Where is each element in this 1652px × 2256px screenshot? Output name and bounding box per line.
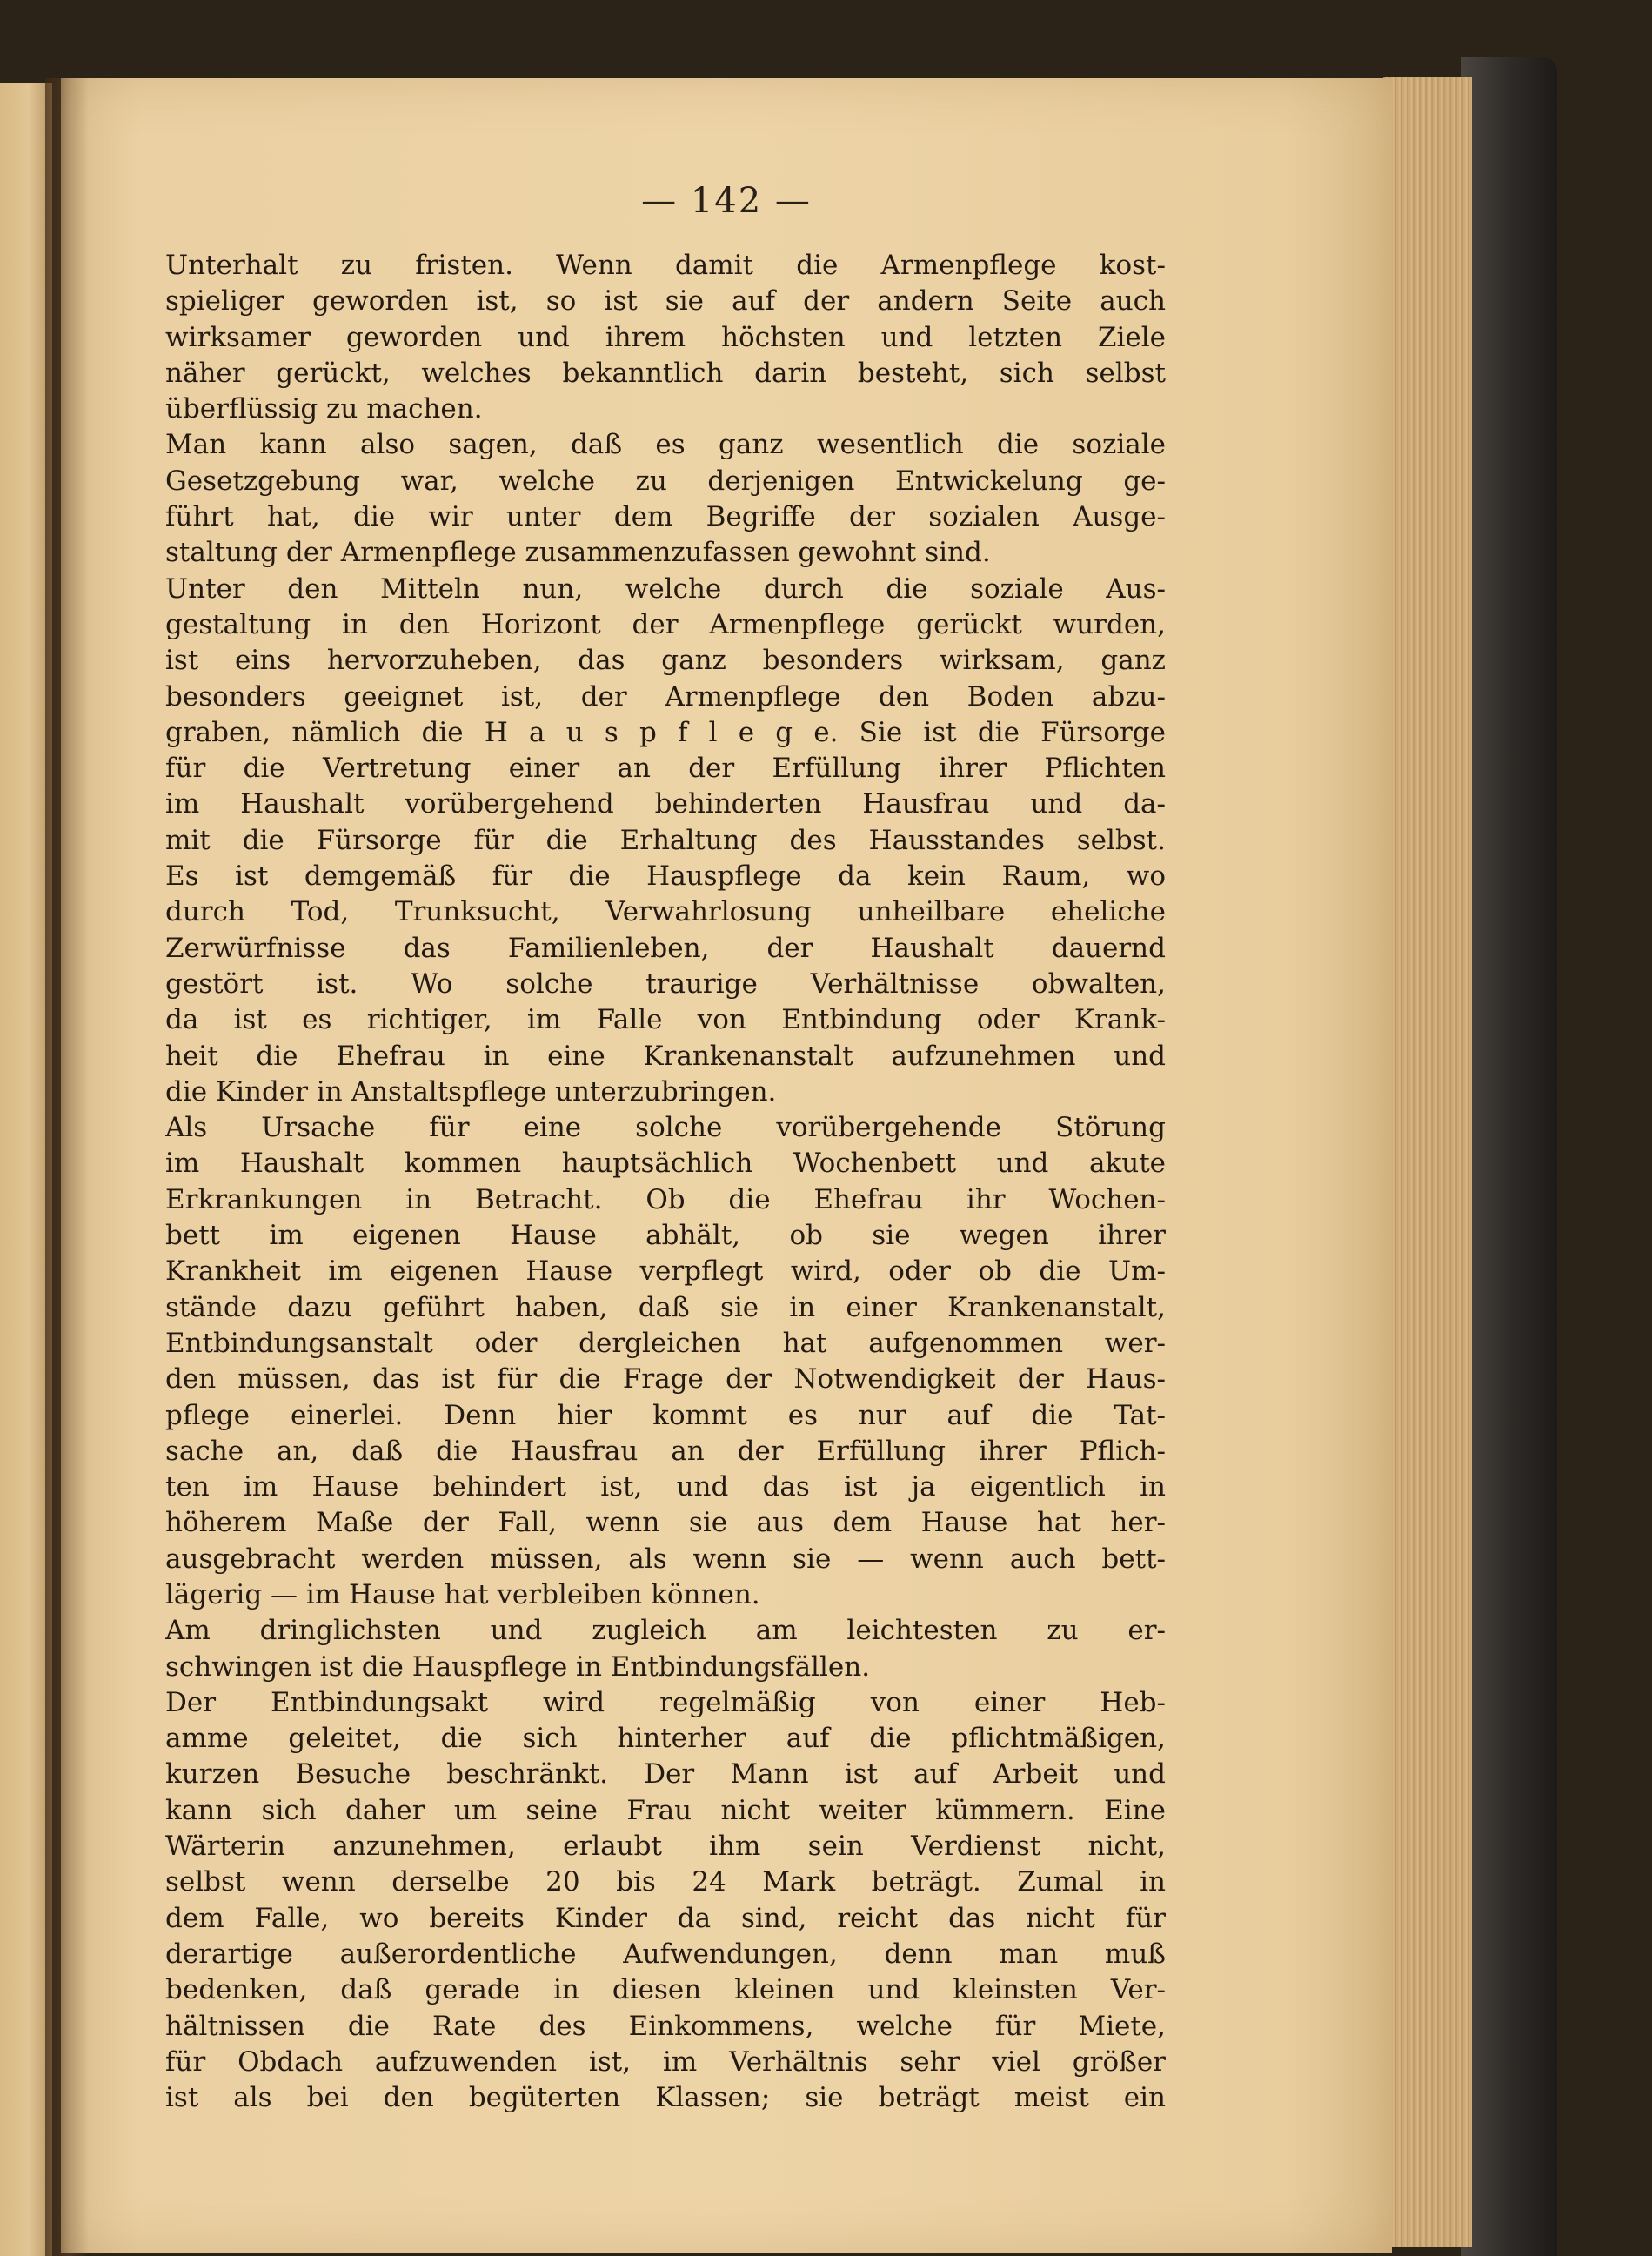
text-line: gestört ist. Wo solche traurige Verhältnisse obwalten, bbox=[165, 967, 1166, 1000]
text-line: Zerwürfnisse das Familienleben, der Haushalt dauernd bbox=[165, 932, 1166, 964]
text-line: Erkrankungen in Betracht. Ob die Ehefrau ihr Wochen- bbox=[165, 1183, 1166, 1215]
text-line: den müssen, das ist für die Frage der Notwendigkeit der Haus- bbox=[165, 1363, 1166, 1396]
text-line: bett im eigenen Hause abhält, ob sie wegen ihrer bbox=[165, 1220, 1166, 1252]
text-line: dem Falle, wo bereits Kinder da sind, reicht das nicht für bbox=[165, 1902, 1166, 1934]
text-line: mit die Fürsorge für die Erhaltung des Hausstandes selbst. bbox=[165, 824, 1166, 856]
book-page bbox=[61, 78, 1392, 2253]
text-line: führt hat, die wir unter dem Begriffe der sozialen Ausge- bbox=[165, 501, 1166, 533]
text-line: kann sich daher um seine Frau nicht weiter kümmern. Eine bbox=[165, 1794, 1166, 1826]
text-line: Unter den Mitteln nun, welche durch die soziale Aus- bbox=[165, 572, 1166, 605]
text-line: besonders geeignet ist, der Armenpflege den Boden abzu- bbox=[165, 680, 1166, 713]
text-line: sache an, daß die Hausfrau an der Erfüllung ihrer Pflich- bbox=[165, 1435, 1166, 1467]
text-line: Der Entbindungsakt wird regelmäßig von einer Heb- bbox=[165, 1686, 1166, 1718]
text-line: für die Vertretung einer an der Erfüllung ihrer Pflichten bbox=[165, 753, 1166, 785]
text-line: Am dringlichsten und zugleich am leichtesten zu er- bbox=[165, 1615, 1166, 1647]
text-line: die Kinder in Anstaltspflege unterzubringen. bbox=[165, 1075, 777, 1108]
text-line: im Haushalt vorübergehend behinderten Hausfrau und da- bbox=[165, 788, 1166, 820]
text-line: ist eins hervorzuheben, das ganz besonders wirksam, ganz bbox=[165, 645, 1166, 677]
text-line: schwingen ist die Hauspflege in Entbindungsfällen. bbox=[165, 1650, 871, 1683]
text-line: höherem Maße der Fall, wenn sie aus dem Hause hat her- bbox=[165, 1507, 1166, 1539]
text-line: bedenken, daß gerade in diesen kleinen und kleinsten Ver- bbox=[165, 1974, 1166, 2006]
text-line: stände dazu geführt haben, daß sie in einer Krankenanstalt, bbox=[165, 1291, 1166, 1323]
text-line: für Obdach aufzuwenden ist, im Verhältnis sehr viel größer bbox=[165, 2045, 1166, 2078]
text-line: graben, nämlich die H a u s p f l e g e. Sie ist die Fürsorge bbox=[165, 716, 1166, 748]
text-line: Entbindungsanstalt oder dergleichen hat aufgenommen wer- bbox=[165, 1327, 1166, 1359]
text-line: kurzen Besuche beschränkt. Der Mann ist auf Arbeit und bbox=[165, 1758, 1166, 1791]
text-line: wirksamer geworden und ihrem höchsten und letzten Ziele bbox=[165, 321, 1166, 353]
page-number: — 142 — bbox=[641, 181, 812, 221]
text-line: Als Ursache für eine solche vorübergehende Störung bbox=[165, 1112, 1166, 1144]
text-line: lägerig — im Hause hat verbleiben können. bbox=[165, 1578, 760, 1610]
text-line: Man kann also sagen, daß es ganz wesentlich die soziale bbox=[165, 429, 1166, 461]
text-line: Es ist demgemäß für die Hauspflege da kein Raum, wo bbox=[165, 860, 1166, 893]
text-line: staltung der Armenpflege zusammenzufassen gewohnt sind. bbox=[165, 537, 991, 569]
text-line: gestaltung in den Horizont der Armenpflege gerückt wurden, bbox=[165, 608, 1166, 640]
previous-page-edge bbox=[0, 83, 52, 2256]
text-line: amme geleitet, die sich hinterher auf die pflichtmäßigen, bbox=[165, 1723, 1166, 1755]
text-line: Gesetzgebung war, welche zu derjenigen Entwickelung ge- bbox=[165, 465, 1166, 497]
book-cover bbox=[1461, 57, 1557, 2256]
text-line: Unterhalt zu fristen. Wenn damit die Armenpflege kost- bbox=[165, 250, 1166, 281]
text-line: derartige außerordentliche Aufwendungen, denn man muß bbox=[165, 1938, 1166, 1970]
text-line: spieliger geworden ist, so ist sie auf der andern Seite auch bbox=[165, 285, 1166, 318]
text-line: heit die Ehefrau in eine Krankenanstalt aufzunehmen und bbox=[165, 1040, 1166, 1072]
text-line: ten im Hause behindert ist, und das ist ja eigentlich in bbox=[165, 1471, 1166, 1503]
text-line: ausgebracht werden müssen, als wenn sie — wenn auch bett- bbox=[165, 1543, 1166, 1575]
page-edges bbox=[1383, 77, 1472, 2247]
text-line: selbst wenn derselbe 20 bis 24 Mark beträgt. Zumal in bbox=[165, 1866, 1166, 1898]
text-line: pflege einerlei. Denn hier kommt es nur auf die Tat- bbox=[165, 1399, 1166, 1431]
text-line: ist als bei den begüterten Klassen; sie beträgt meist ein bbox=[165, 2082, 1166, 2114]
text-line: im Haushalt kommen hauptsächlich Wochenbett und akute bbox=[165, 1148, 1166, 1180]
body-text bbox=[165, 248, 1166, 2116]
text-line: hältnissen die Rate des Einkommens, welche für Miete, bbox=[165, 2010, 1166, 2042]
text-line: näher gerückt, welches bekanntlich darin besteht, sich selbst bbox=[165, 357, 1166, 389]
gutter-shadow bbox=[45, 78, 89, 2256]
text-line: Wärterin anzunehmen, erlaubt ihm sein Verdienst nicht, bbox=[165, 1831, 1166, 1863]
text-line: Krankheit im eigenen Hause verpflegt wird, oder ob die Um- bbox=[165, 1255, 1166, 1288]
text-line: durch Tod, Trunksucht, Verwahrlosung unheilbare eheliche bbox=[165, 896, 1166, 928]
text-line: da ist es richtiger, im Falle von Entbindung oder Krank- bbox=[165, 1004, 1166, 1036]
text-line: überflüssig zu machen. bbox=[165, 393, 483, 425]
